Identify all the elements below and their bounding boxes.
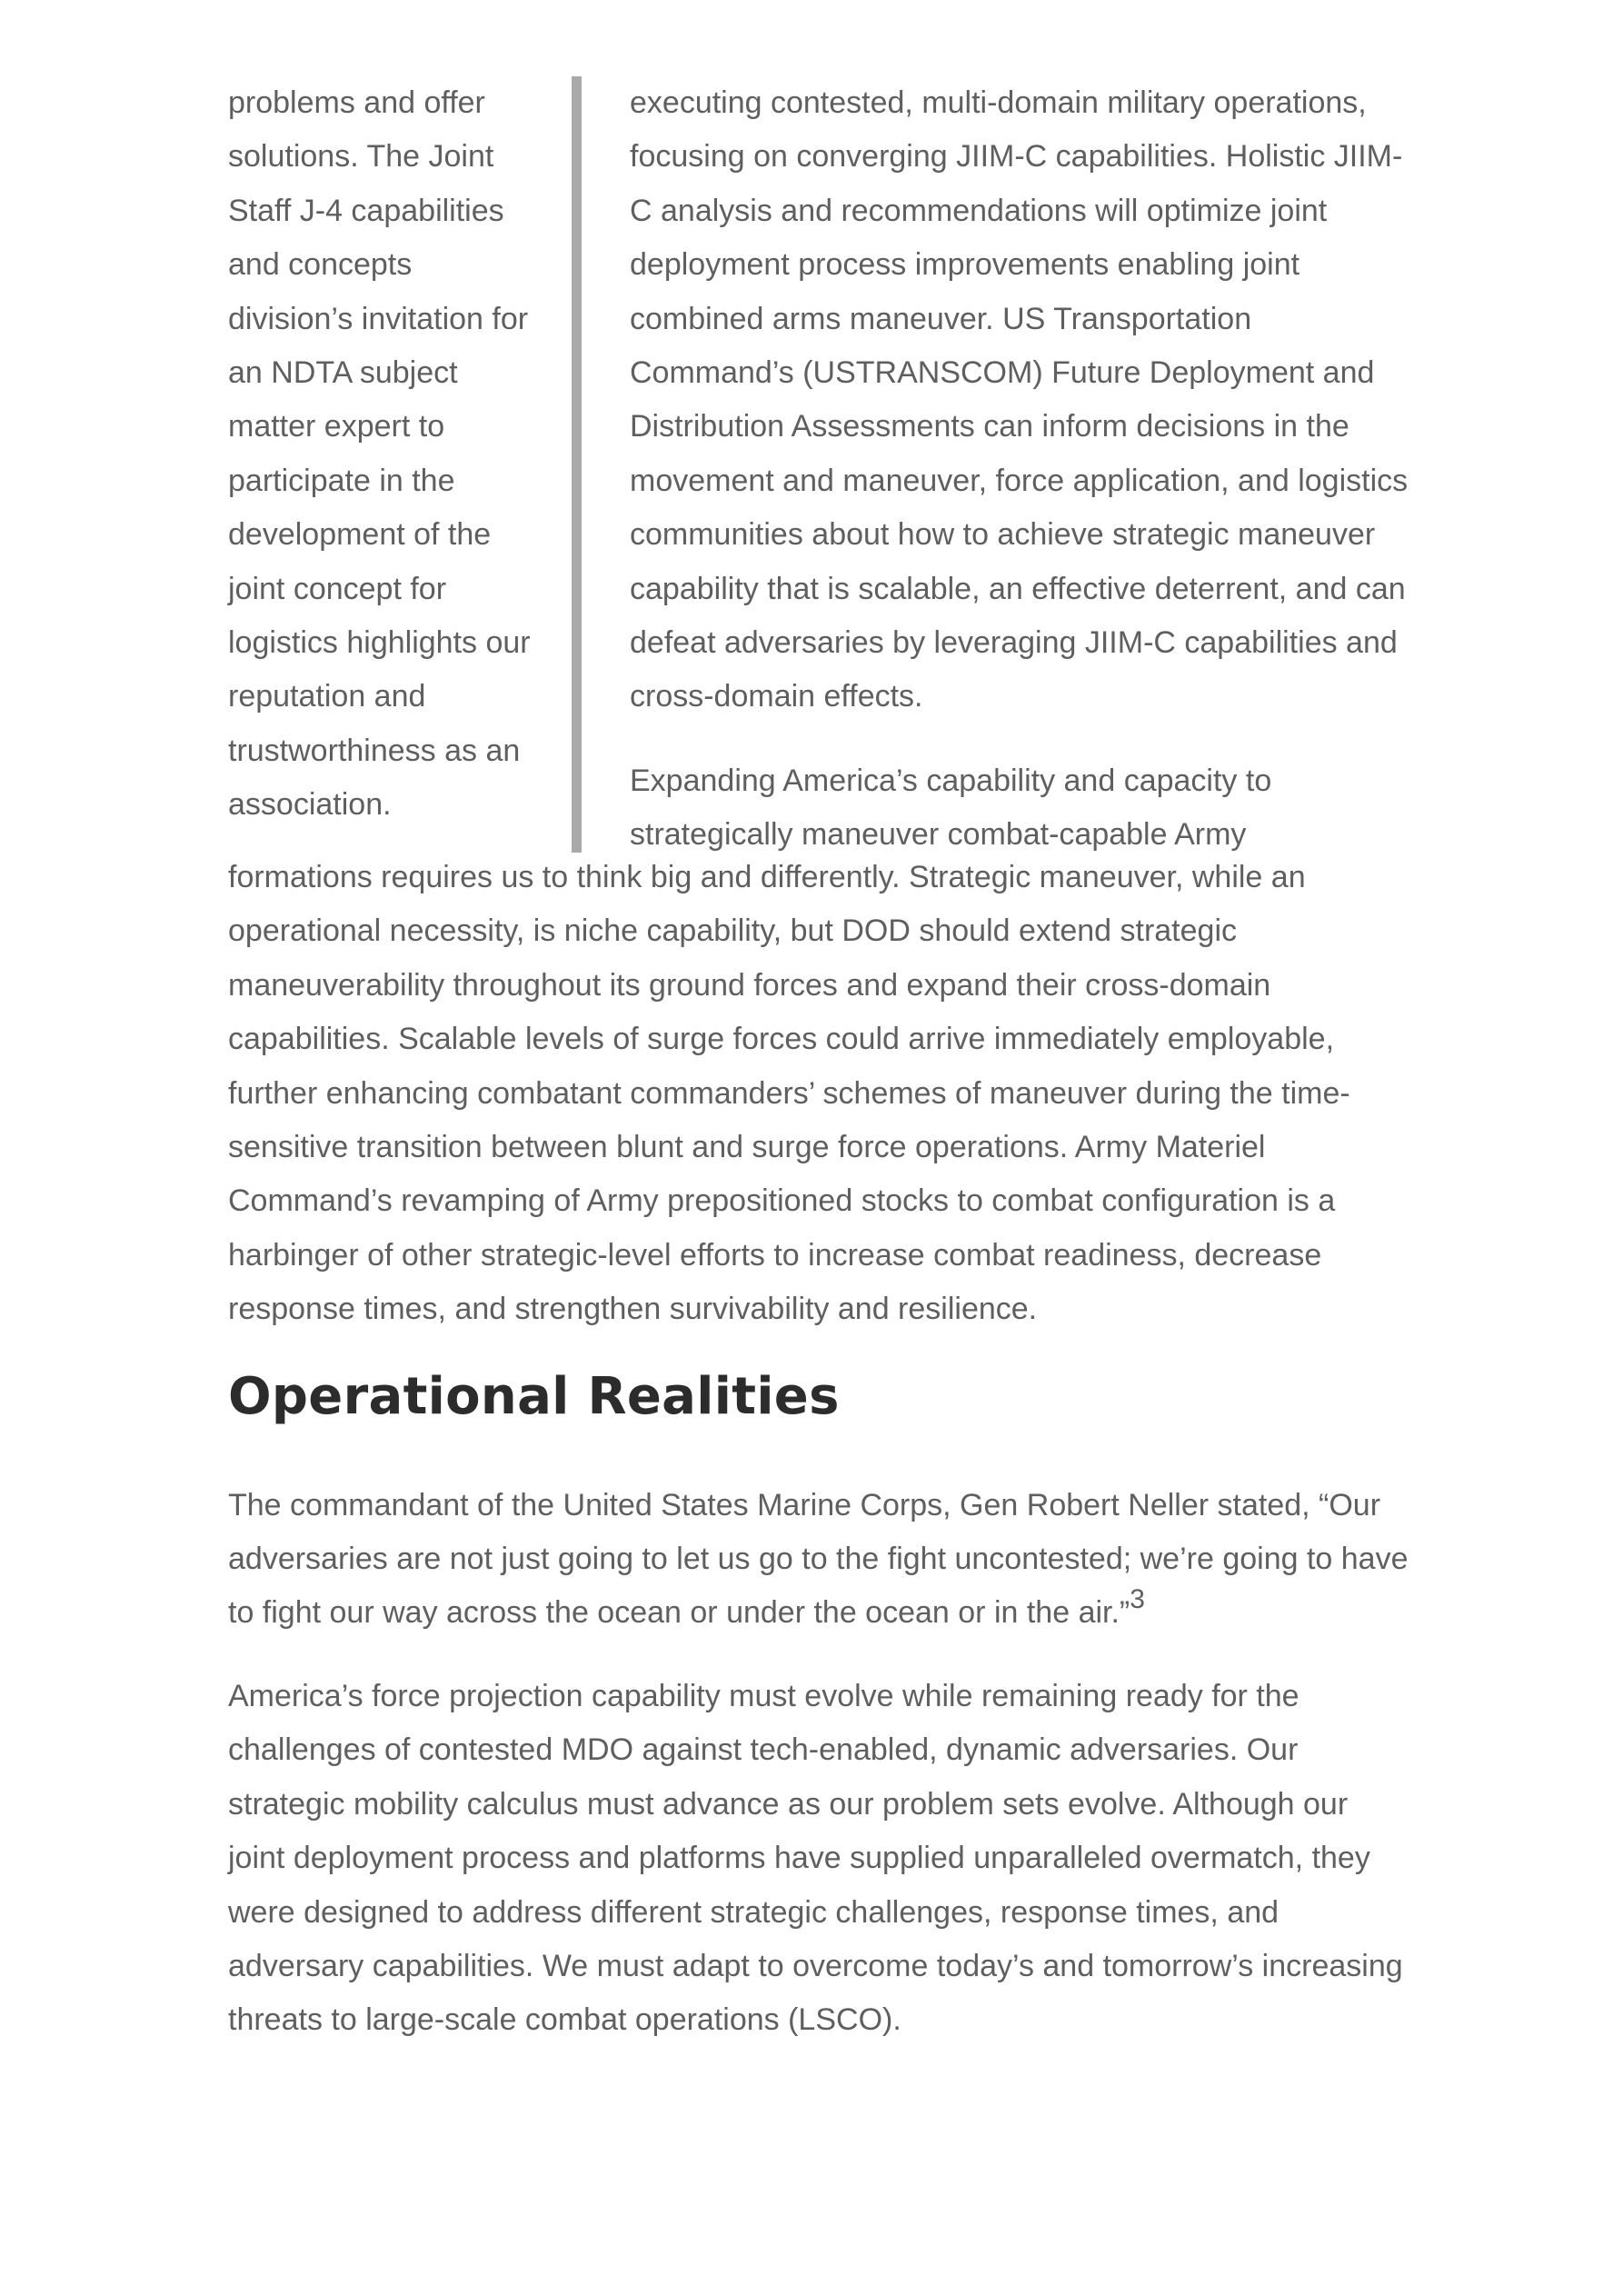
- right-column: [630, 76, 1411, 863]
- section-paragraph-2: America’s force projection capability must evolve while remaining ready for the challenges of contested MDO against tech-enabled, dynamic adversaries. Our strategic mobility calculus must advance as our problem sets evolve. Although our joint deployment process and platforms have supplied unparalleled overmatch, they were designed to address different strategic challenges, response times, and adversary capabilities. We must adapt to overcome today’s and tomorrow’s increasing threats to large-scale combat operations (LSCO).: [228, 1678, 1403, 2038]
- pull-quote: problems and offer solutions. The Joint Staff J-4 capabilities and concepts division’s invitation for an NDTA subject matter expert to participate in the development of the joint concept for logistics highlights our reputation and trustworthiness as an association.: [228, 85, 531, 823]
- article-body: [228, 76, 1409, 2048]
- body-paragraph-2-start: Expanding America’s capability and capacity to strategically maneuver combat-capable Army: [630, 763, 1272, 853]
- footnote-marker: 3: [1130, 1584, 1145, 1615]
- body-paragraph-1: executing contested, multi-domain military operations, focusing on converging JIIM-C capabilities. Holistic JIIM-C analysis and recommendations will optimize joint deployment process improvements enabling joint combined arms maneuver. US Transportation Command’s (USTRANSCOM) Future Deployment and Distribution Assessments can inform decisions in the movement and maneuver, force application, and logistics communities about how to achieve strategic maneuver capability that is scalable, an effective deterrent, and can defeat adversaries by leveraging JIIM-C capabilities and cross-domain effects.: [630, 85, 1409, 714]
- body-paragraph-2-continued: formations requires us to think big and differently. Strategic maneuver, while an operational necessity, is niche capability, but DOD should extend strategic maneuverability throughout its ground forces and expand their cross-domain capabilities. Scalable levels of surge forces could arrive immediately employable, further enhancing combatant commanders’ schemes of maneuver during the time-sensitive transition between blunt and surge force operations. Army Materiel Command’s revamping of Army prepositioned stocks to combat configuration is a harbinger of other strategic-level efforts to increase combat readiness, decrease response times, and strengthen survivability and resilience.: [228, 860, 1350, 1327]
- section-heading: Operational Realities: [228, 1366, 840, 1426]
- section-paragraph-1: [228, 1479, 1409, 1641]
- section-paragraph-1-text: The commandant of the United States Marine Corps, Gen Robert Neller stated, “Our adversaries are not just going to let us go to the fight uncontested; we’re going to have to fight our way across the ocean or under the ocean or in the air.”: [228, 1487, 1409, 1631]
- top-section: [228, 76, 1409, 851]
- pull-quote-divider: [572, 76, 582, 853]
